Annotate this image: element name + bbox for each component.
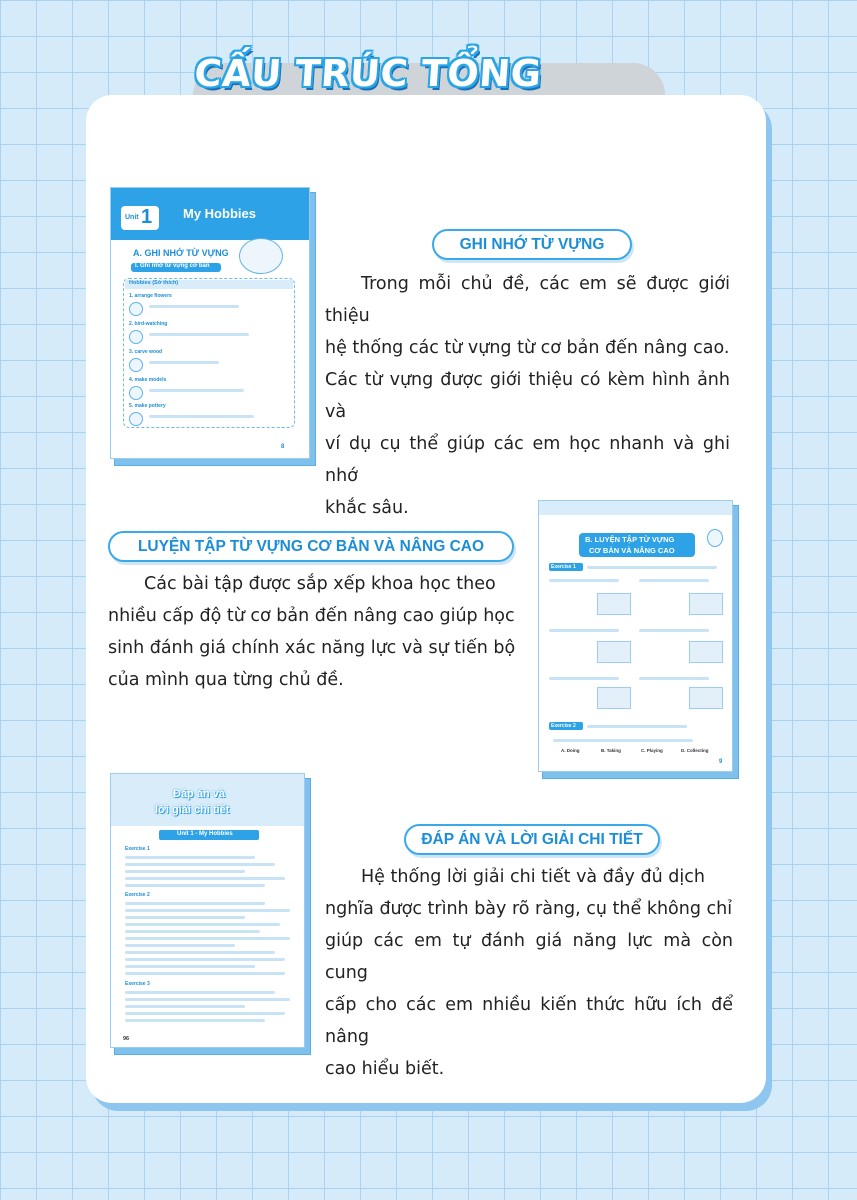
section-heading-vocabulary: GHI NHỚ TỪ VỰNG: [432, 229, 632, 260]
option-b: B. Taking: [601, 748, 621, 753]
vocab-sub-title: I. Ghi nhớ từ vựng cơ bản: [135, 263, 210, 269]
question-picture: [597, 641, 631, 663]
question-text: [549, 579, 619, 582]
unit-title: My Hobbies: [183, 206, 256, 221]
answer-line: [125, 902, 265, 905]
answer-line: [125, 965, 255, 968]
lightbulb-icon: [707, 529, 723, 547]
question-text: [549, 629, 619, 632]
section-text-answers: [325, 861, 733, 1085]
text-line: Hệ thống lời giải chi tiết và đầy đủ dịch: [361, 867, 705, 887]
option-d: D. Collecting: [681, 748, 709, 753]
answer-line: [125, 998, 290, 1001]
answers-unit-banner: Unit 1 - My Hobbies: [177, 831, 233, 837]
answer-line: [125, 1005, 245, 1008]
text-line: giúp các em tự đánh giá năng lực mà còn cung: [325, 931, 733, 983]
text-line: nghĩa được trình bày rõ ràng, cụ thể không chỉ: [325, 899, 733, 919]
answer-line: [125, 884, 265, 887]
entry-5-text: [149, 415, 254, 418]
text-line: Các từ vựng được giới thiệu có kèm hình ảnh và: [325, 370, 730, 422]
answers-header: [111, 774, 304, 826]
question-text: [639, 629, 709, 632]
practice-title-2: CƠ BẢN VÀ NÂNG CAO: [589, 546, 675, 555]
entry-2-avatar: [129, 330, 143, 344]
entry-3-avatar: [129, 358, 143, 372]
text-line: Các bài tập được sắp xếp khoa học theo: [144, 574, 496, 594]
text-line: Trong mỗi chủ đề, các em sẽ được giới thiệu: [325, 274, 730, 326]
answer-line: [125, 958, 285, 961]
answers-title-2: lời giải chi tiết: [155, 804, 230, 816]
answers-exercise-2: Exercise 2: [125, 892, 150, 898]
question-picture: [689, 641, 723, 663]
question-picture: [597, 687, 631, 709]
text-line: cao hiểu biết.: [325, 1059, 445, 1079]
thumbnail-page-number: 8: [281, 444, 285, 450]
answer-line: [125, 916, 245, 919]
entry-5: 5. make pottery: [129, 403, 166, 409]
thumbnail-top-strip: [539, 501, 732, 515]
entry-2-text: [149, 333, 249, 336]
entry-3-text: [149, 361, 219, 364]
option-a: A. Doing: [561, 748, 580, 753]
headphones-illustration: [239, 238, 283, 274]
text-line: của mình qua từng chủ đề.: [108, 670, 344, 690]
answer-line: [125, 937, 290, 940]
answer-line: [125, 972, 285, 975]
answer-line: [125, 870, 245, 873]
answer-line: [125, 856, 255, 859]
text-line: khắc sâu.: [325, 498, 409, 518]
text-line: hệ thống các từ vựng từ cơ bản đến nâng cao.: [325, 338, 730, 358]
answer-line: [125, 930, 260, 933]
answers-title-1: Đáp án và: [173, 788, 225, 800]
page-title: CẤU TRÚC TỔNG: [193, 52, 544, 95]
answer-line: [125, 863, 275, 866]
exercise-1-label: Exercise 1: [551, 564, 576, 570]
answers-exercise-3: Exercise 3: [125, 981, 150, 987]
question-text: [639, 579, 709, 582]
entry-5-avatar: [129, 412, 143, 426]
answer-line: [125, 1019, 265, 1022]
question-text: [549, 677, 619, 680]
exercise-2-question: [553, 739, 693, 742]
section-text-practice: [108, 568, 520, 696]
answer-line: [125, 1012, 285, 1015]
hobbies-label: Hobbies (Sở thích): [129, 280, 179, 286]
answer-line: [125, 909, 290, 912]
exercise-1-instruction: [587, 566, 717, 569]
section-heading-practice: LUYỆN TẬP TỪ VỰNG CƠ BẢN VÀ NÂNG CAO: [108, 531, 514, 562]
entry-3: 3. carve wood: [129, 349, 163, 355]
practice-title-1: B. LUYỆN TẬP TỪ VỰNG: [585, 535, 675, 544]
entry-4: 4. make models: [129, 377, 167, 383]
answer-line: [125, 923, 280, 926]
option-c: C. Playing: [641, 748, 663, 753]
question-picture: [689, 593, 723, 615]
vocabulary-page-thumbnail: [110, 187, 310, 459]
exercise-2-label: Exercise 2: [551, 723, 576, 729]
section-heading-answers: ĐÁP ÁN VÀ LỜI GIẢI CHI TIẾT: [404, 824, 660, 855]
practice-page-thumbnail: [538, 500, 733, 772]
entry-1-avatar: [129, 302, 143, 316]
unit-label: Unit: [125, 214, 139, 221]
entry-1: 1. arrange flowers: [129, 293, 172, 299]
entry-1-text: [149, 305, 239, 308]
thumbnail-page-number: 9: [719, 759, 723, 765]
entry-4-avatar: [129, 386, 143, 400]
answer-line: [125, 991, 275, 994]
unit-number: 1: [141, 206, 153, 228]
text-line: nhiều cấp độ từ cơ bản đến nâng cao giúp học: [108, 606, 515, 626]
thumbnail-page-number: 96: [123, 1036, 130, 1042]
answer-line: [125, 944, 235, 947]
answer-line: [125, 951, 275, 954]
vocab-section-title: A. GHI NHỚ TỪ VỰNG: [133, 248, 229, 258]
text-line: ví dụ cụ thể giúp các em học nhanh và ghi nhớ: [325, 434, 730, 486]
text-line: cấp cho các em nhiều kiến thức hữu ích để nâng: [325, 995, 733, 1047]
question-picture: [689, 687, 723, 709]
answers-page-thumbnail: [110, 773, 305, 1048]
question-text: [639, 677, 709, 680]
entry-2: 2. bird-watching: [129, 321, 168, 327]
answers-exercise-1: Exercise 1: [125, 846, 150, 852]
section-text-vocabulary: [325, 268, 730, 524]
entry-4-text: [149, 389, 244, 392]
answer-line: [125, 877, 285, 880]
text-line: sinh đánh giá chính xác năng lực và sự tiến bộ: [108, 638, 516, 658]
question-picture: [597, 593, 631, 615]
exercise-2-instruction: [587, 725, 687, 728]
